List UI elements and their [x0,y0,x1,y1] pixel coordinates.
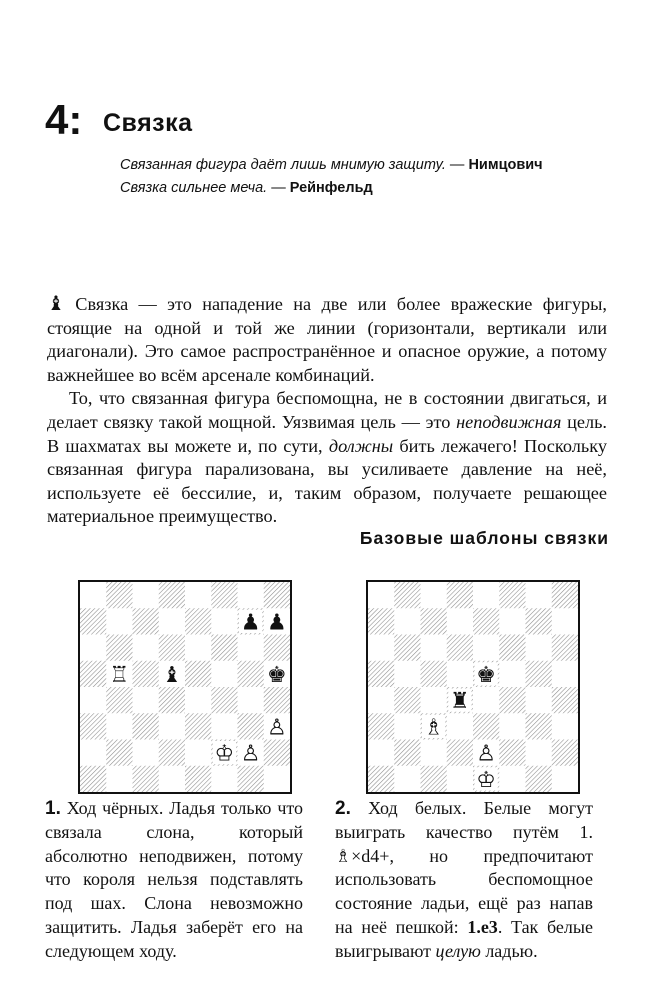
epigraph-2 [120,178,373,198]
dark-square [80,661,106,687]
dark-square [185,713,211,739]
dark-square [211,635,237,661]
chess-board [80,582,290,792]
dark-square [106,740,132,766]
dark-square [473,713,499,739]
dark-square [473,608,499,634]
dark-square [80,713,106,739]
dark-square [368,766,394,792]
dark-square [526,661,552,687]
white-rook-icon: ♖ [109,662,130,688]
body-text [47,293,607,529]
paragraph-text: цель. В шахматах вы можете и, по сути, [47,411,608,456]
dark-square [80,766,106,792]
black-bishop-icon: ♝ [162,662,182,688]
dark-square [133,766,159,792]
black-pawn-icon: ♟ [240,610,261,636]
paragraph-text: бить лежачего! Поскольку связанная фигура парализована, вы усиливаете давление на неё, используете её бессилие, и, таким образом, получаете решающее материальное преимущество. [47,435,607,527]
dark-square [552,740,578,766]
paragraph-text: Связка — это нападение на две или более вражеские фигуры, стоящие на одной и той же линии (горизонтали, вертикали или диагонали). Это самое распространённое и опасное оружие, а потому важнейшее во всём арсенале комбинаций. [47,294,607,385]
dark-square [106,582,132,608]
dark-square [499,582,525,608]
dark-square [106,635,132,661]
black-king-icon: ♚ [267,662,287,688]
epigraph-author: Нимцович [468,157,543,173]
dark-square [368,608,394,634]
dark-square [499,740,525,766]
black-king-icon: ♚ [476,662,496,688]
dark-square [133,713,159,739]
caption-text: . Так белые выигрывают [335,916,593,961]
epigraph-dash: — [267,180,290,196]
dark-square [159,582,185,608]
white-king-icon: ♔ [476,767,496,792]
dark-square [421,766,447,792]
chess-board [368,582,578,792]
section-heading: Базовые шаблоны связки [359,528,609,548]
bishop-icon: ♗ [335,845,352,866]
diagram-caption-1 [45,797,303,964]
dark-square [211,582,237,608]
diagram-caption-2 [335,797,593,964]
dark-square [526,766,552,792]
epigraph-author: Рейнфельд [289,180,373,196]
move-notation: 1.e3 [467,916,498,937]
diagram-number: 2. [335,798,351,819]
epigraph-1 [120,155,543,175]
dark-square [238,766,264,792]
epigraph-quote: Связанная фигура даёт лишь мнимую защиту. [120,157,446,173]
white-pawn-icon: ♙ [267,715,287,741]
caption-text: ладью. [480,940,538,961]
dark-square [133,661,159,687]
paragraph-1 [47,293,607,387]
dark-square [80,608,106,634]
chess-diagram-2 [366,580,580,794]
dark-square [447,635,473,661]
dark-square [499,687,525,713]
dark-square [368,661,394,687]
black-rook-icon: ♜ [450,689,470,715]
caption-text: Ход белых. Белые могут выиграть качество путём 1. [335,798,593,842]
epigraph-dash: — [445,157,469,173]
dark-square [552,582,578,608]
dark-square [394,635,420,661]
dark-square [264,582,290,608]
dark-square [526,608,552,634]
dark-square [421,608,447,634]
white-pawn-icon: ♙ [240,741,261,767]
dark-square [368,713,394,739]
diagram-number: 1. [45,798,61,819]
dark-square [499,635,525,661]
emphasis-text: неподвижная [456,411,562,432]
emphasis-text: должны [328,435,394,456]
dark-square [185,766,211,792]
dark-square [159,740,185,766]
dark-square [264,740,290,766]
dark-square [185,661,211,687]
white-pawn-icon: ♙ [476,741,496,767]
dark-square [106,687,132,713]
paragraph-text: То, что связанная фигура беспомощна, не в состоянии двигаться, и делает связку такой мощной. Уязвимая цель — это [47,388,607,432]
dark-square [394,687,420,713]
caption-text: Ход чёрных. Ладья только что связала слона, который абсолютно неподвижен, потому что короля нельзя подставлять под шах. Слона невозможно защитить. Ладья заберёт его на следующем ходу. [45,798,303,961]
epigraph-quote: Связка сильнее меча. [120,180,268,196]
dark-square [133,608,159,634]
paragraph-2 [47,387,607,529]
dark-square [159,687,185,713]
bishop-icon: ♝ [47,293,65,315]
caption-text: ×d4+, но предпочитают использовать беспомощное состояние ладьи, ещё раз напав на неё пешкой: [335,845,593,937]
dark-square [552,635,578,661]
dark-square [264,635,290,661]
dark-square [394,582,420,608]
dark-square [264,687,290,713]
dark-square [159,635,185,661]
white-bishop-icon: ♗ [423,715,444,741]
dark-square [238,713,264,739]
dark-square [447,582,473,608]
white-king-icon: ♔ [214,741,235,767]
dark-square [421,661,447,687]
chapter-title: Связка [103,109,193,137]
dark-square [238,661,264,687]
black-pawn-icon: ♟ [267,610,287,636]
emphasis-text: целую [435,940,481,961]
dark-square [185,608,211,634]
dark-square [552,687,578,713]
chess-diagram-1 [78,580,292,794]
dark-square [394,740,420,766]
chapter-number: 4: [45,96,83,143]
dark-square [211,687,237,713]
dark-square [526,713,552,739]
dark-square [447,740,473,766]
